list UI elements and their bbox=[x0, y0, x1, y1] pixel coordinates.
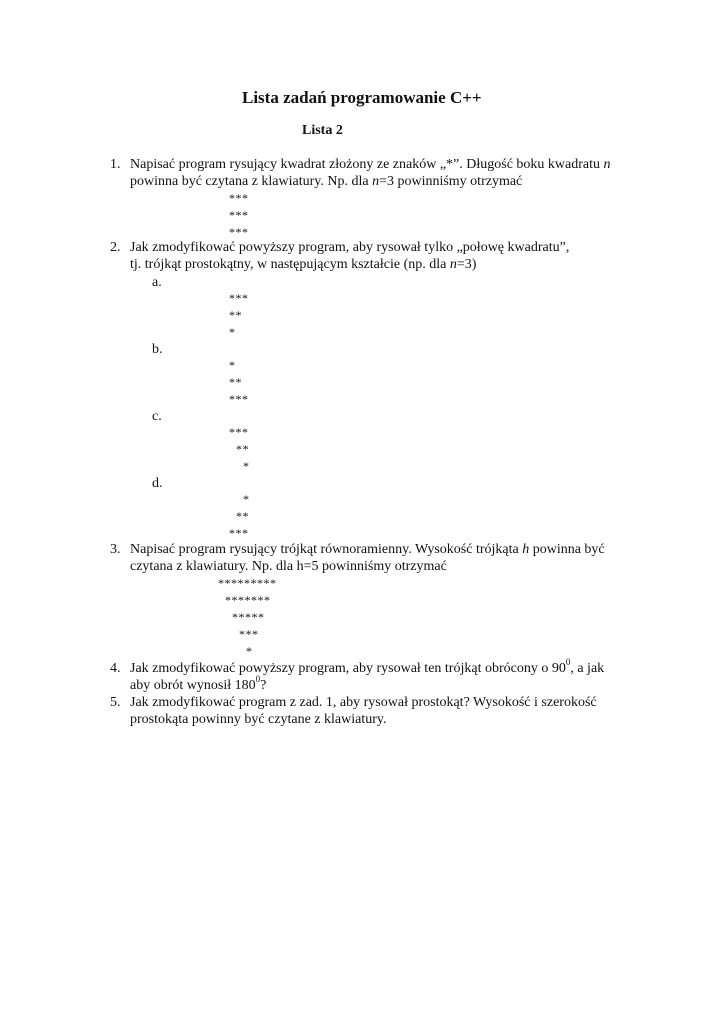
task-4-line-2: aby obrót wynosił $180^0$? bbox=[130, 674, 267, 693]
task-5-number: 5. bbox=[110, 695, 121, 710]
task-2d-pattern-row: ** bbox=[236, 509, 249, 523]
task-2-variant-label-c: c. bbox=[152, 409, 162, 424]
task-2a-pattern-row: ** bbox=[229, 308, 242, 322]
task-1-line-2: powinna być czytana z klawiatury. Np. dla n=3 powinniśmy otrzymać bbox=[130, 174, 523, 189]
task-1-line-1: Napisać program rysujący kwadrat złożony ze znaków „*”. Długość boku kwadratu n bbox=[130, 157, 611, 172]
task-2-variant-label-d: d. bbox=[152, 476, 163, 491]
task-2a-pattern-row: * bbox=[229, 325, 236, 339]
task-3-pattern-row: *** bbox=[239, 627, 259, 641]
task-2a-pattern-row: *** bbox=[229, 291, 249, 305]
task-3-line-1: Napisać program rysujący trójkąt równoramienny. Wysokość trójkąta h powinna być bbox=[130, 542, 605, 557]
task-2-variant-label-b: b. bbox=[152, 342, 163, 357]
task-3-pattern-row: ********* bbox=[218, 576, 277, 590]
task-5-line-1: Jak zmodyfikować program z zad. 1, aby rysował prostokąt? Wysokość i szerokość bbox=[130, 695, 597, 710]
task-3-pattern-row: ******* bbox=[225, 593, 271, 607]
task-2c-pattern-row: *** bbox=[229, 425, 249, 439]
task-2-line-2: tj. trójkąt prostokątny, w następującym kształcie (np. dla n=3) bbox=[130, 257, 477, 272]
task-2-line-1: Jak zmodyfikować powyższy program, aby rysował tylko „połowę kwadratu”, bbox=[130, 240, 570, 255]
task-2d-pattern-row: *** bbox=[229, 526, 249, 540]
task-3-number: 3. bbox=[110, 542, 121, 557]
task-3-pattern-row: * bbox=[246, 644, 253, 658]
task-2b-pattern-row: *** bbox=[229, 392, 249, 406]
list-subtitle: Lista 2 bbox=[302, 123, 343, 138]
task-1-pattern-row: *** bbox=[229, 225, 249, 239]
task-2d-pattern-row: * bbox=[243, 492, 250, 506]
page-title: Lista zadań programowanie C++ bbox=[242, 88, 482, 107]
task-2-number: 2. bbox=[110, 240, 121, 255]
task-1-pattern-row: *** bbox=[229, 191, 249, 205]
task-2b-pattern-row: ** bbox=[229, 375, 242, 389]
task-3-pattern-row: ***** bbox=[232, 610, 265, 624]
task-1-pattern-row: *** bbox=[229, 208, 249, 222]
task-2b-pattern-row: * bbox=[229, 358, 236, 372]
task-4-line-1: Jak zmodyfikować powyższy program, aby rysował ten trójkąt obrócony o $90^0$, a jak bbox=[130, 657, 605, 676]
task-2-variant-label-a: a. bbox=[152, 275, 162, 290]
task-2c-pattern-row: * bbox=[243, 459, 250, 473]
task-2c-pattern-row: ** bbox=[236, 442, 249, 456]
task-4-number: 4. bbox=[110, 661, 121, 676]
task-3-line-2: czytana z klawiatury. Np. dla h=5 powinniśmy otrzymać bbox=[130, 559, 447, 574]
task-5-line-2: prostokąta powinny być czytane z klawiatury. bbox=[130, 712, 387, 727]
task-1-number: 1. bbox=[110, 157, 121, 172]
